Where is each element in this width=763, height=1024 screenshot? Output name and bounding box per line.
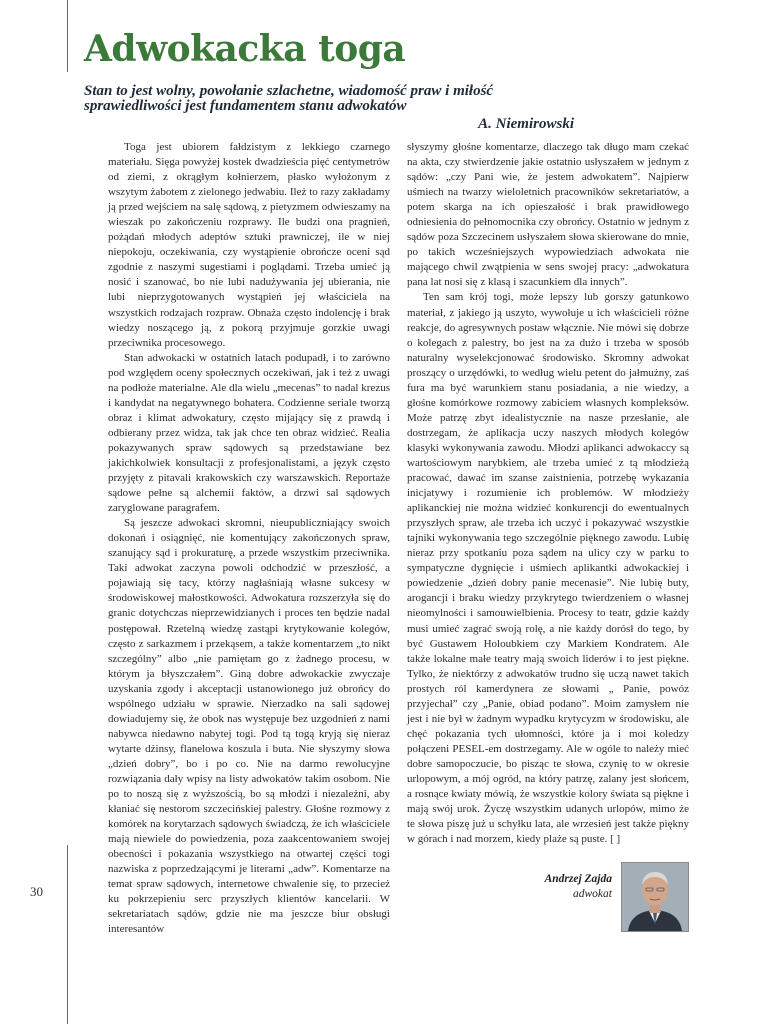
author-role: adwokat bbox=[573, 888, 612, 900]
top-rule bbox=[67, 0, 68, 72]
paragraph: Stan adwokacki w ostatnich latach podupadł, i to zarówno pod względem oceny społecznych oczekiwań, jak i też z uwagi na podłoże materialne. Ale dla wielu „mecenas” to nadal krezus i kandydat na negatywnego bohatera. Codzienne seriale tworzą obraz i klimat adwokatury, często mijający się z prawdą i odbierany przez widza, tak jak chce ten obraz widzieć. Realia pokazywanych spraw sądowych są przedstawiane bez jakichkolwiek konsultacji z profesjonalistami, a język często przyjęty z pitavali krakowskich czy warszawskich. Reportaże sądowe pełne są alchemii faktów, a drzwi sal sądowych zaryglowane paragrafem. bbox=[108, 351, 390, 515]
paragraph: Są jeszcze adwokaci skromni, nieupubliczniający swoich dokonań i osiągnięć, nie komentujący zakończonych spraw, szanujący sąd i prokuraturę, a przede wszystkim przeciwnika. Taki adwokat zaczyna powoli odchodzić w przeszłość, a pojawiają się tacy, którzy nagłaśniają własne sukcesy w środowiskowej małostkowości. Adwokatura rozszerzyła się do granic dotychczas nieprzewidzianych i proces ten będzie nadal postępował. Rzetelną wiedzę zastąpi krytykowanie kolegów, często z sarkazmem i przekąsem, a także komentarzem „to nikt szczególny” albo „nie pamiętam go z żadnego procesu, w którym ja błyszczałem”. Giną dobre adwokackie zwyczaje uzyskania zgody i akceptacji ustanowionego już obrońcy do wspólnego udziału w sprawie. Nierzadko na sali sądowej dowiadujemy się, że obok nas występuje bez uzgodnień z nami nabywca niedawno nabytej togi. Pod tą togą kryją się nieraz wytarte dżinsy, flanelowa koszula i buta. Nie słyszymy słowa „dzień dobry”, bo i po co. Nie na darmo rewolucyjne rozwiązania dały wpisy na listy adwokatów takim osobom. Nie po to noszą się z wyższością, bo są młodzi i niezależni, aby kłaniać się nestorom szczecińskiej palestry. Głośne rozmowy z komórek na korytarzach sądowych świadczą, że ich właściciele mają niewiele do powiedzenia, poza zaakcentowaniem swojej obecności i pokazania wszystkiego na otwartej części togi nazwiska z poprzedzającymi je literami „adw”. Komentarze na temat spraw sądowych, internetowe chwalenie się, to przecież ku pokrzepieniu serc przyszłych klientów kancelarii. W sekretariatach sądów, gdzie nie ma jeszcze biur obsługi interesantów bbox=[108, 517, 390, 936]
author-portrait-image bbox=[622, 863, 688, 931]
bottom-rule bbox=[67, 845, 68, 1024]
motto-author: A. Niemirowski bbox=[478, 116, 574, 132]
right-column bbox=[407, 140, 689, 860]
page-number: 30 bbox=[30, 884, 43, 899]
author-name: Andrzej Zajda bbox=[544, 873, 612, 885]
article-motto: Stan to jest wolny, powołanie szlachetne, wiadomość praw i miłość sprawiedliwości jest fundamentem stanu adwokatów bbox=[84, 83, 494, 114]
author-photo bbox=[621, 862, 689, 932]
paragraph: Ten sam krój togi, może lepszy lub gorszy gatunkowo materiał, z jakiego ją uszyto, wywołuje u ich właścicieli różne reakcje, do agresywnych postaw włącznie. Nie mówi się dobrze o kolegach z palestry, bo jest na za dużo i trzeba w sposób naturalny wyselekcjonować środowisko. Skromny adwokat proszący o urzędówki, to według wielu petent do jałmużny, zaś fura ma być warunkiem stanu posiadania, a nie wiedzy, a głośne komórkowe rozmowy zabiciem własnych kompleksów. Może patrzę zbyt idealistycznie na nasze przesłanie, ale dostrzegam, że aplikacja uczy naszych młodych kolegów klasyki wykonywania zawodu. Młodzi aplikanci adwokaccy są wartościowym narybkiem, ale trzeba umieć z tą młodzieżą pracować, dawać im szanse zaistnienia, potrzebę wykazania inicjatywy i rozumienie ich problemów. W młodzieży aplikanckiej nie można widzieć konkurencji do ewentualnych przyszłych spraw, ale trzeba ich uczyć i pokazywać wszystkie tajniki wykonywania tego szczególnie pięknego zawodu. Lubię nieraz przy spotkaniu poza sądem na ulicy czy w parku to sympatyczne dygnięcie i uśmiech aplikantki adwokackiej i powiedzenie „dzień dobry panie mecenasie”. Nie lubię buty, arogancji i braku wiedzy przykrytego twierdzeniem o własnej nieomylności i samouwielbienia. Procesy to teatr, gdzie każdy musi umieć zagrać swoją rolę, a nie każdy dorósł do tego, by być Gustawem Holoubkiem czy Markiem Kondratem. Ale także lokalne małe teatry mają swoich liderów i to jest piękne. Tylko, że niektórzy z adwokatów trudno się uczą nawet takich prostych ról kamerdynera ze słowami „ Panie, powóz przyjechał” czy „Panie, obiad podano”. Moim zamysłem nie jest i nie był w żadnym wypadku krytycyzm w środowisku, ale chęć pokazania tych ułomności, które ja i moi koledzy połączeni PESEL-em dostrzegamy. Ale w ogóle to należy mieć dobre samopoczucie, bo pisząc te słowa, czynię to w okresie urlopowym, a mój ogród, na który patrzę, zalany jest słońcem, a rosnące kwiaty mówią, że wszystkie kolory świata są piękne i mają swój urok. Życzę wszystkim udanych urlopów, mimo że te słowa piszę już u schyłku lata, ale wrzesień jest także piękny w górach i nad morzem, kiedy plaże są puste. [ ] bbox=[407, 291, 689, 846]
left-column bbox=[108, 140, 390, 936]
paragraph: słyszymy głośne komentarze, dlaczego tak długo mam czekać na akta, czy stwierdzenie jakie ostatnio usłyszałem w jednym z sądów: „czy Pani wie, że jestem adwokatem”. Najpierw uśmiech na twarzy wieloletnich pracowników sekretariatów, a potem skarga na ich opieszałość i brak prawidłowego odniesienia do pełnomocnika czy obrońcy. Ostatnio w jednym z sądów poza Szczecinem usłyszałem słowa skierowane do mnie, po takich wcześniejszych wypowiedziach adwokata nie mającego chwil zwątpienia w sens swojej pracy: „adwokatura pana lat nosi się z klasą i szacunkiem dla innych”. bbox=[407, 141, 689, 289]
article-title: Adwokacka toga bbox=[84, 28, 406, 70]
paragraph: Toga jest ubiorem fałdzistym z lekkiego czarnego materiału. Sięga powyżej kostek dwadzieścia pięć centymetrów od ziemi, z okrągłym kołnierzem, płasko wyłożonym z wszytym żabotem z zielonego jedwabiu. Ileż to razy zakładamy ją przed wejściem na salę sądową, z pietyzmem odwieszamy na wieszak po zakończeniu rozprawy. Ile budzi ona pragnień, pożądań młodych adeptów sztuki prawniczej, ile w niej niepokoju, oczekiwania, czy wystąpienie obrończe oceni sąd zgodnie z naszymi sugestiami i poglądami. Trzeba umieć ją nosić i szanować, bo nie lubi nadużywania jej ubierania, nie lubi nieprzygotowanych wystąpień jej właściciela na wszystkich rodzajach rozpraw. Obnaża często indolencję i brak wiedzy noszącego ją, z pokorą przyjmuje gorzkie uwagi przeciwnika procesowego. bbox=[108, 141, 390, 349]
